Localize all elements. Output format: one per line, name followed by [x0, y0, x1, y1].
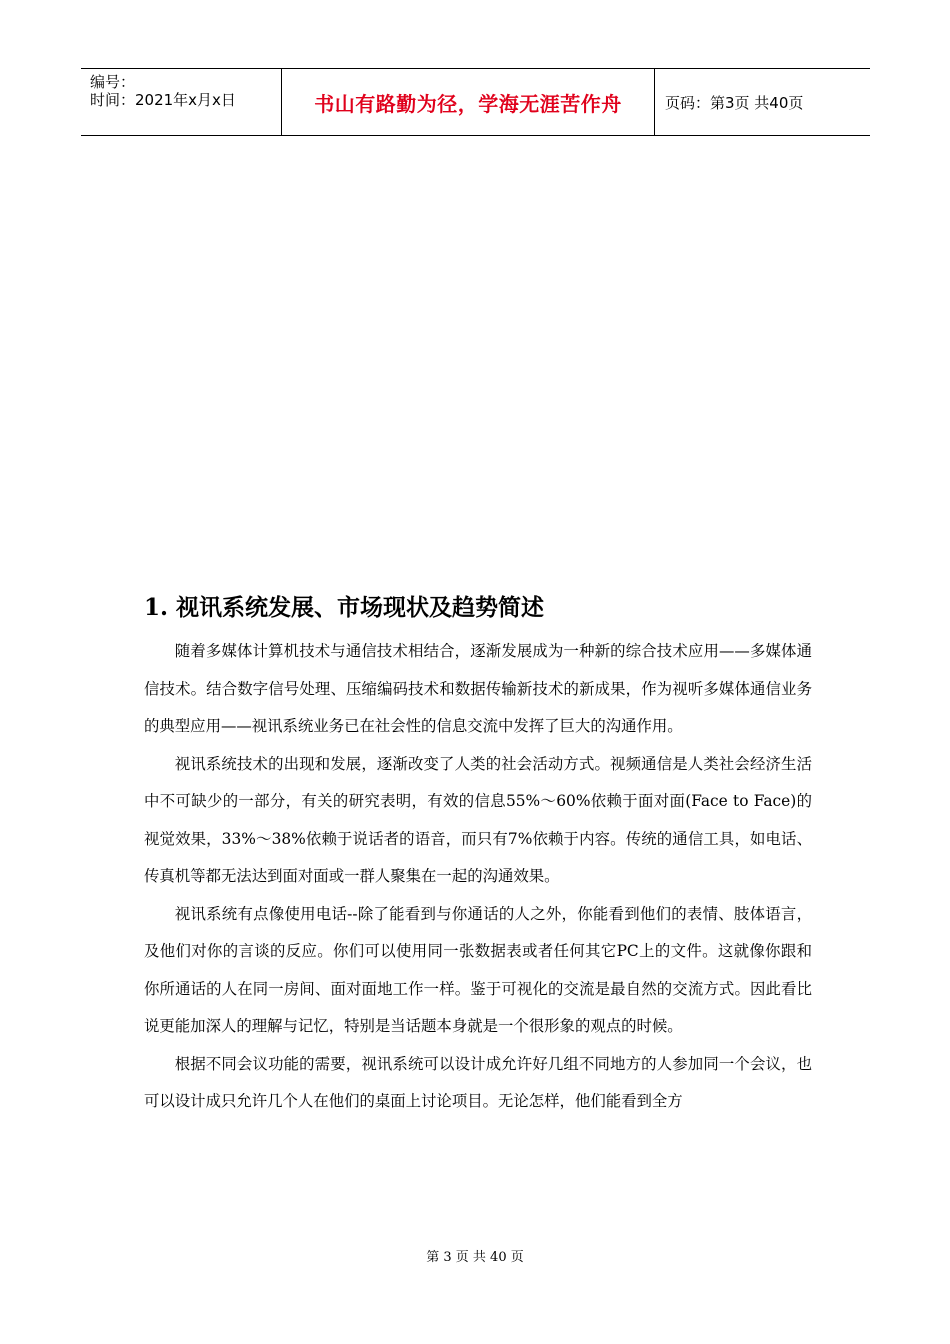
document-date: 时间：2021年x月x日	[90, 91, 236, 109]
header-motto-cell	[281, 69, 655, 136]
document-number-label: 编号：	[90, 73, 136, 91]
paragraph: 根据不同会议功能的需要，视讯系统可以设计成允许好几组不同地方的人参加同一个会议，也可以设计成只允许几个人在他们的桌面上讨论项目。无论怎样，他们能看到全方	[144, 1054, 812, 1110]
paragraph: 视讯系统技术的出现和发展，逐渐改变了人类的社会活动方式。视频通信是人类社会经济生活中不可缺少的一部分，有关的研究表明，有效的信息55%～60%依赖于面对面(Face to Face)的视觉效果，33%～38%依赖于说话者的语音，而只有7%依赖于内容。传统的通信工具，如电话、传真机等都无法达到面对面或一群人聚集在一起的沟通效果。	[144, 754, 812, 885]
page-footer: 第 3 页 共 40 页	[426, 1250, 524, 1265]
paragraph: 随着多媒体计算机技术与通信技术相结合，逐渐发展成为一种新的综合技术应用——多媒体通信技术。结合数字信号处理、压缩编码技术和数据传输新技术的新成果，作为视听多媒体通信业务的典型应用——视讯系统业务已在社会性的信息交流中发挥了巨大的沟通作用。	[144, 642, 812, 735]
section-title: 1. 视讯系统发展、市场现状及趋势简述	[144, 594, 545, 621]
paragraph: 视讯系统有点像使用电话--除了能看到与你通话的人之外，你能看到他们的表情、肢体语言，及他们对你的言谈的反应。你们可以使用同一张数据表或者任何其它PC上的文件。这就像你跟和你所通话的人在同一房间、面对面地工作一样。鉴于可视化的交流是最自然的交流方式。因此看比说更能加深人的理解与记忆，特别是当话题本身就是一个很形象的观点的时候。	[144, 904, 812, 1035]
page-header	[81, 68, 870, 136]
header-meta	[81, 69, 281, 136]
header-page-info: 页码：第3页 共40页	[665, 94, 804, 112]
header-motto: 书山有路勤为径，学海无涯苦作舟	[314, 92, 622, 116]
body-text	[144, 633, 812, 1121]
header-page-cell	[655, 69, 870, 136]
